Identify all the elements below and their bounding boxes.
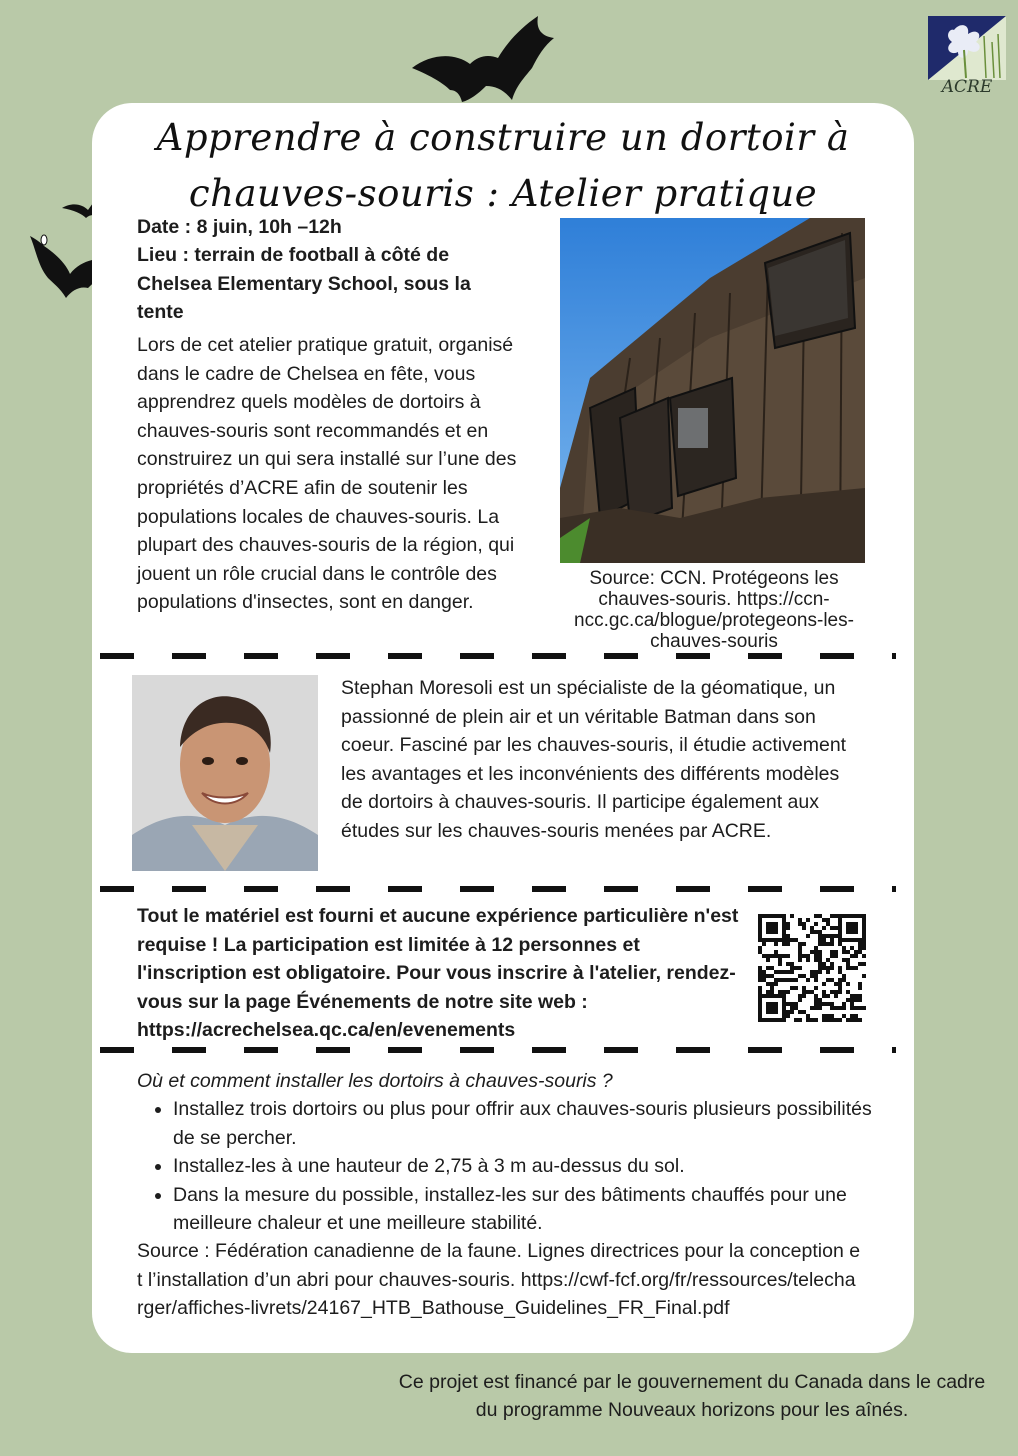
registration-text: Tout le matériel est fourni et aucune expérience particulière n'est requise ! La participation est limitée à 12 personnes et l'inscription est obligatoire. Pour vous inscrire à l'atelier, rendez-vous sur la page Événements de notre site web : https://acrechelsea.qc.ca/en/evenements bbox=[137, 905, 739, 1042]
bat-icon bbox=[408, 10, 563, 102]
list-item: • Installez trois dortoirs ou plus pour offrir aux chauves-souris plusieurs possibilités de se percher. bbox=[173, 1095, 887, 1152]
tips-source: Source : Fédération canadienne de la faune. Lignes directrices pour la conception et l’installation d’un abri pour chauves-souris. https://cwf-fcf.org/fr/ressources/telecharger/affiches-livrets/24167_HTB_Bathouse_Guidelines_FR_Final.pdf bbox=[137, 1240, 861, 1320]
qr-code[interactable] bbox=[758, 914, 866, 1022]
tips-list bbox=[137, 1095, 887, 1238]
divider bbox=[100, 653, 896, 659]
page-title: Apprendre à construire un dortoir à chauves-souris : Atelier pratique bbox=[156, 116, 850, 215]
event-date: Date : 8 juin, 10h –12h bbox=[137, 216, 342, 238]
list-item: • Installez-les à une hauteur de 2,75 à 3 m au-dessus du sol. bbox=[173, 1152, 887, 1181]
list-item: • Dans la mesure du possible, installez-les sur des bâtiments chauffés pour une meilleure chaleur et une meilleure stabilité. bbox=[173, 1181, 887, 1238]
photo-caption: Source: CCN. Protégeons les chauves-souris. https://ccn-ncc.gc.ca/blogue/protegeons-les-chauves-souris bbox=[574, 568, 854, 652]
acre-logo bbox=[924, 16, 1010, 96]
speaker-portrait bbox=[132, 675, 318, 871]
event-description: Lors de cet atelier pratique gratuit, organisé dans le cadre de Chelsea en fête, vous apprendrez quels modèles de dortoirs à chauves-souris sont recommandés et en construirez un qui sera installé sur l’une des propriétés d’ACRE afin de soutenir les populations locales de chauves-souris. La plupart des chauves-souris de la région, qui jouent un rôle crucial dans le contrôle des populations d'insectes, sont en danger. bbox=[137, 334, 517, 614]
tips-heading: Où et comment installer les dortoirs à chauves-souris ? bbox=[137, 1070, 613, 1092]
divider bbox=[100, 886, 896, 892]
event-place: Lieu : terrain de football à côté de Chelsea Elementary School, sous la tente bbox=[137, 244, 471, 324]
bat-house-photo bbox=[560, 218, 865, 563]
speaker-bio: Stephan Moresoli est un spécialiste de la géomatique, un passionné de plein air et un véritable Batman dans son coeur. Fasciné par les chauves-souris, il étudie activement les avantages et les inconvénients des différents modèles de dortoirs à chauves-souris. Il participe également aux études sur les chauves-souris menées par ACRE. bbox=[341, 677, 847, 842]
funding-footer: Ce projet est financé par le gouvernement du Canada dans le cadre du programme Nouveaux horizons pour les aînés. bbox=[398, 1371, 986, 1421]
divider bbox=[100, 1047, 896, 1053]
logo-text: ACRE bbox=[941, 77, 993, 97]
